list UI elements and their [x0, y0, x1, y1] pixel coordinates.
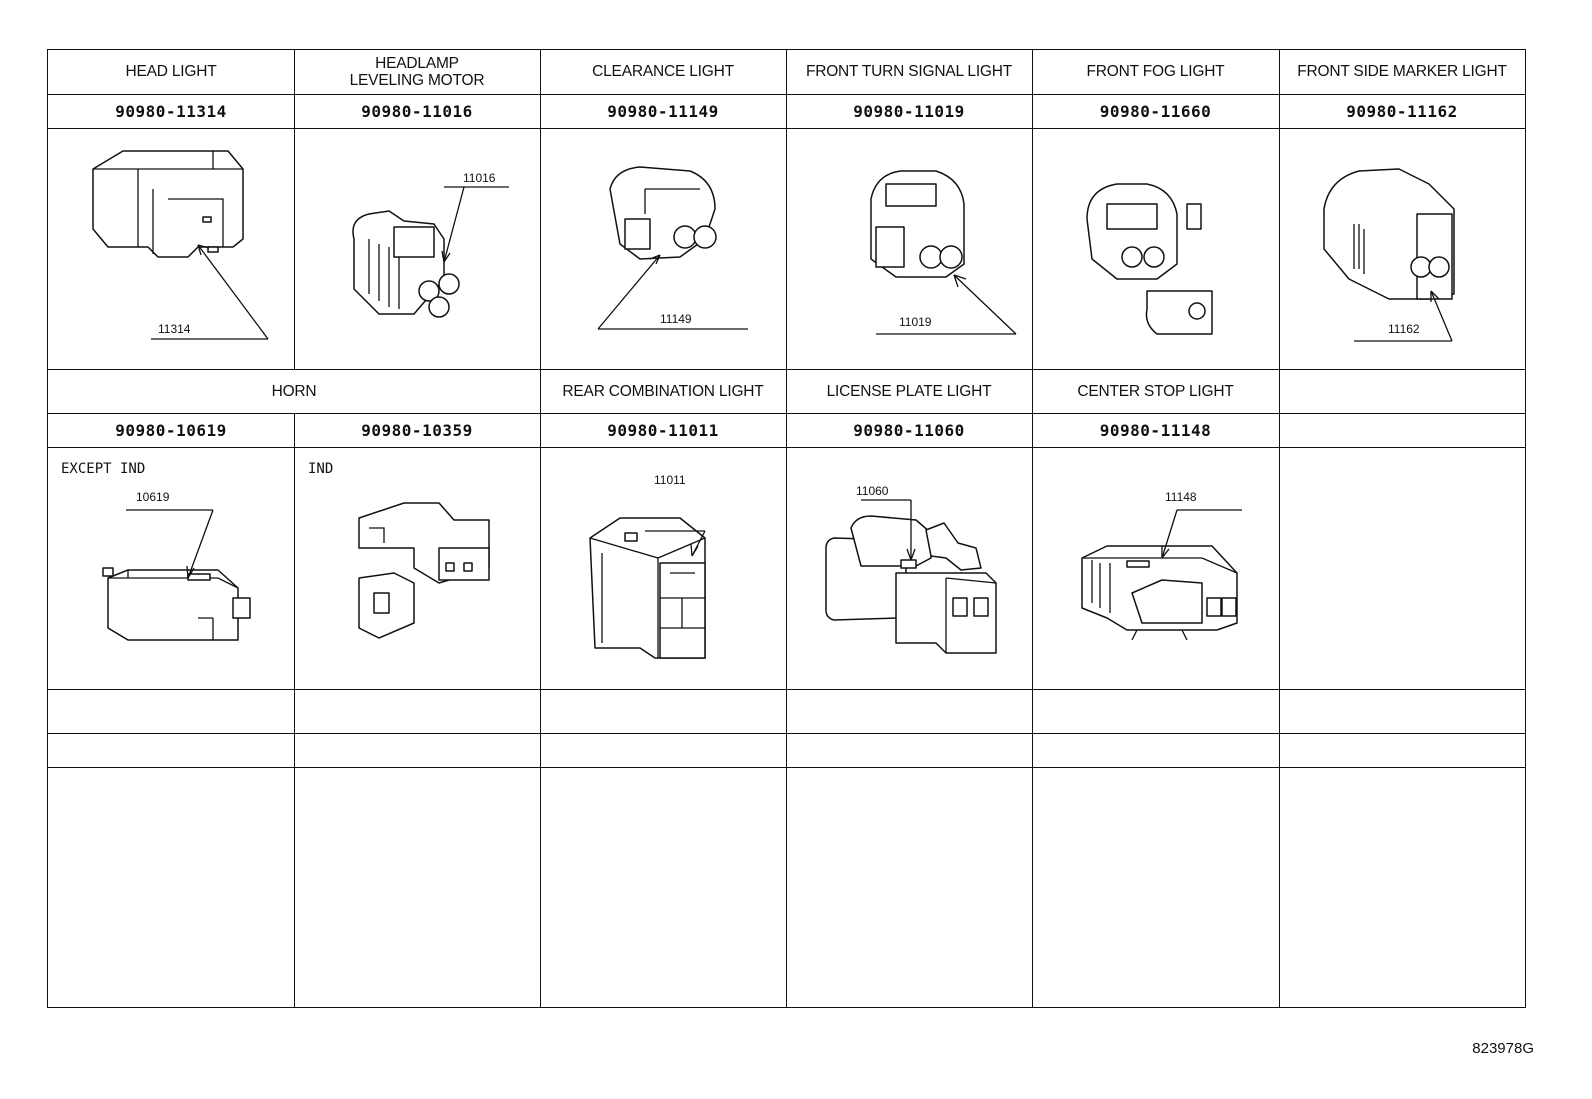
connector-name: LICENSE PLATE LIGHT [826, 382, 992, 400]
connector-drawing-horn-ind [294, 448, 540, 688]
callout-label: 11149 [660, 312, 692, 326]
callout-label: 10619 [136, 490, 170, 504]
part-number: 90980-11314 [115, 101, 227, 121]
callout-label: 11162 [1388, 322, 1420, 336]
variant-tag: IND [308, 461, 334, 477]
part-number: 90980-10619 [115, 420, 227, 440]
connector-name: HORN [271, 382, 317, 400]
connector-name: FRONT FOG LIGHT [1086, 63, 1225, 80]
part-number: 90980-11011 [607, 420, 719, 440]
row-divider [48, 767, 1525, 768]
connector-drawing-center-stop [1032, 448, 1279, 688]
connector-name [1279, 370, 1525, 413]
figure-code: 823978G [1472, 1040, 1534, 1057]
connector-drawing-clearance-light [540, 129, 786, 369]
part-number: 90980-11148 [1099, 420, 1212, 440]
connector-drawing-front-turn-signal [786, 129, 1032, 369]
variant-tag: EXCEPT IND [61, 461, 146, 477]
connector-name: FRONT TURN SIGNAL LIGHT [805, 63, 1013, 80]
callout-label: 11016 [463, 171, 496, 185]
connector-drawing-headlamp-leveling-motor [294, 129, 540, 369]
callout-label: 11019 [899, 315, 932, 329]
connector-name: HEAD LIGHT [125, 63, 217, 80]
connector-drawing-license-plate [786, 448, 1032, 688]
row-divider [48, 689, 1525, 690]
part-number: 90980-11162 [1346, 101, 1458, 121]
row-divider [48, 733, 1525, 734]
connector-name: FRONT SIDE MARKER LIGHT [1297, 63, 1507, 80]
connector-table [47, 49, 1526, 1008]
connector-name: CENTER STOP LIGHT [1077, 382, 1234, 400]
connector-drawing-front-fog-light [1032, 129, 1279, 369]
part-number: 90980-11019 [853, 101, 965, 121]
part-number: 90980-11016 [361, 101, 473, 121]
connector-drawing-horn-except-ind [48, 448, 294, 688]
part-number: 90980-11660 [1099, 101, 1212, 121]
part-number: 90980-11060 [853, 420, 965, 440]
part-number: 90980-10359 [361, 420, 473, 440]
connector-name: CLEARANCE LIGHT [592, 63, 734, 80]
connector-name: REAR COMBINATION LIGHT [562, 382, 764, 400]
part-number: 90980-11149 [607, 101, 719, 121]
callout-label: 11314 [158, 322, 191, 336]
callout-label: 11148 [1165, 490, 1197, 504]
callout-label: 11011 [654, 473, 686, 487]
callout-label: 11060 [856, 484, 889, 498]
part-number [1279, 413, 1525, 447]
connector-name: HEADLAMP LEVELING MOTOR [349, 55, 485, 89]
